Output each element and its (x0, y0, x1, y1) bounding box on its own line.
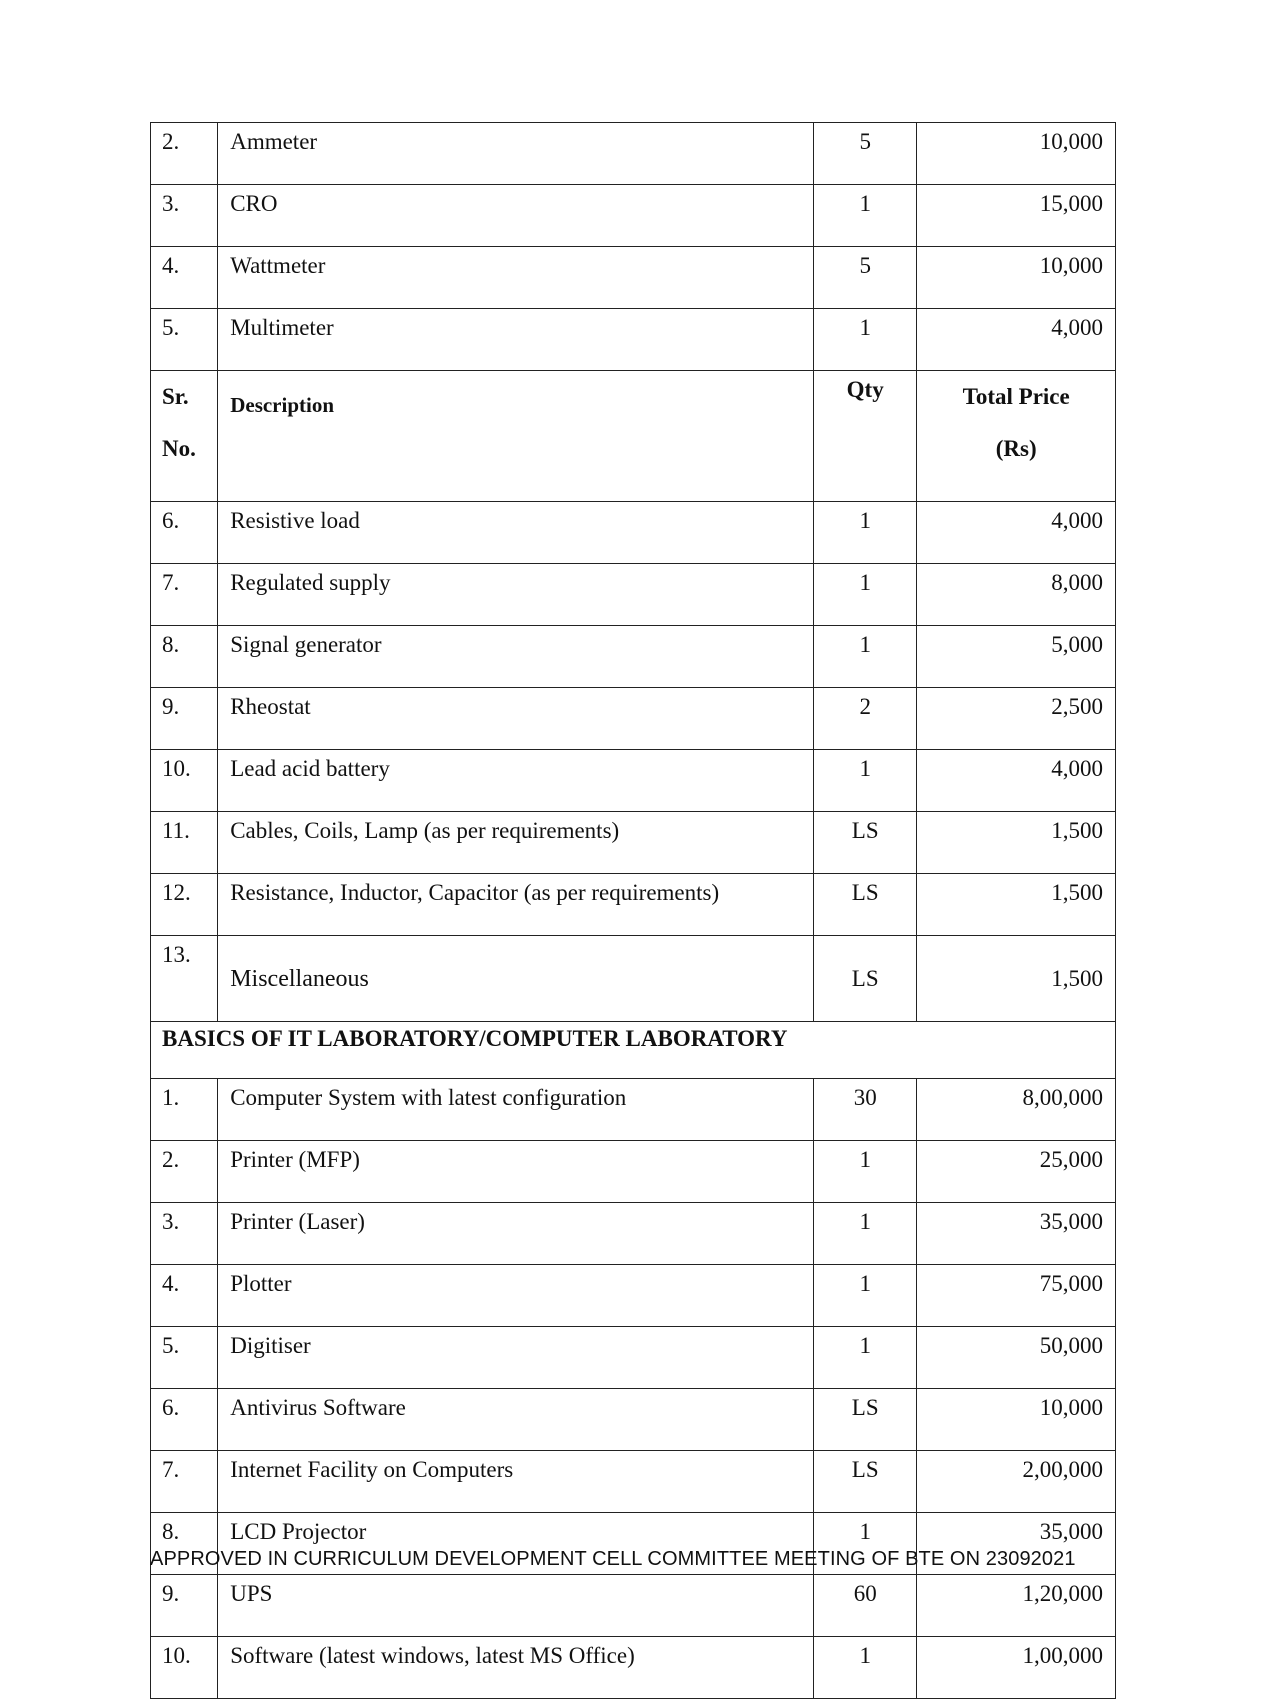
header-sr-line2: No. (162, 436, 196, 461)
row-sr: 3. (151, 1203, 218, 1265)
table-row (151, 502, 1116, 564)
row-price: 25,000 (917, 1141, 1116, 1203)
row-sr: 11. (151, 812, 218, 874)
row-qty: 5 (814, 123, 917, 185)
row-desc: Ammeter (218, 123, 814, 185)
table-row (151, 1327, 1116, 1389)
table-row (151, 247, 1116, 309)
row-price: 75,000 (917, 1265, 1116, 1327)
row-desc: UPS (218, 1575, 814, 1637)
row-sr: 7. (151, 1451, 218, 1513)
row-qty: 1 (814, 626, 917, 688)
row-desc: Computer System with latest configuration (218, 1079, 814, 1141)
row-qty: 1 (814, 1513, 917, 1575)
row-desc: Rheostat (218, 688, 814, 750)
row-sr: 10. (151, 1637, 218, 1699)
row-sr: 6. (151, 1389, 218, 1451)
row-desc: Multimeter (218, 309, 814, 371)
table-row (151, 688, 1116, 750)
table-row (151, 1575, 1116, 1637)
row-sr: 3. (151, 185, 218, 247)
row-price: 35,000 (917, 1203, 1116, 1265)
row-qty: 60 (814, 1575, 917, 1637)
row-qty: 5 (814, 247, 917, 309)
row-qty: LS (814, 936, 917, 1022)
row-desc: Cables, Coils, Lamp (as per requirements) (218, 812, 814, 874)
row-price: 4,000 (917, 502, 1116, 564)
row-price: 15,000 (917, 185, 1116, 247)
row-sr: 2. (151, 1141, 218, 1203)
table-row (151, 309, 1116, 371)
header-sr-line1: Sr. (162, 384, 189, 409)
row-sr: 8. (151, 1513, 218, 1575)
row-price: 1,500 (917, 874, 1116, 936)
row-sr: 8. (151, 626, 218, 688)
header-price-line1: Total Price (962, 384, 1070, 409)
row-sr: 5. (151, 1327, 218, 1389)
row-desc: Plotter (218, 1265, 814, 1327)
row-price: 8,000 (917, 564, 1116, 626)
section-title: BASICS OF IT LABORATORY/COMPUTER LABORATORY (151, 1022, 1116, 1079)
table-row (151, 1637, 1116, 1699)
row-desc: Wattmeter (218, 247, 814, 309)
row-sr: 5. (151, 309, 218, 371)
table-row-misc (151, 936, 1116, 1022)
row-price: 8,00,000 (917, 1079, 1116, 1141)
row-price: 4,000 (917, 309, 1116, 371)
row-price: 5,000 (917, 626, 1116, 688)
row-sr: 1. (151, 1079, 218, 1141)
table-row (151, 1451, 1116, 1513)
table-row (151, 185, 1116, 247)
row-price: 1,00,000 (917, 1637, 1116, 1699)
row-desc: CRO (218, 185, 814, 247)
table-row (151, 1389, 1116, 1451)
row-sr: 13. (151, 936, 218, 1022)
row-price: 50,000 (917, 1327, 1116, 1389)
table-row (151, 1265, 1116, 1327)
row-qty: 1 (814, 1265, 917, 1327)
header-row (151, 371, 1116, 502)
header-description: Description (218, 371, 814, 502)
table-row (151, 1203, 1116, 1265)
row-qty: 1 (814, 1327, 917, 1389)
table-row (151, 626, 1116, 688)
row-price: 4,000 (917, 750, 1116, 812)
row-desc: Internet Facility on Computers (218, 1451, 814, 1513)
equipment-rows-top (151, 123, 1116, 371)
row-qty: 1 (814, 1637, 917, 1699)
header-qty: Qty (814, 371, 917, 502)
row-qty: 30 (814, 1079, 917, 1141)
row-qty: LS (814, 874, 917, 936)
row-desc: Regulated supply (218, 564, 814, 626)
table-row (151, 564, 1116, 626)
table-row (151, 750, 1116, 812)
table-row (151, 1079, 1116, 1141)
table-row (151, 812, 1116, 874)
row-qty: 1 (814, 1141, 917, 1203)
row-price: 10,000 (917, 1389, 1116, 1451)
table-row (151, 1141, 1116, 1203)
row-sr: 9. (151, 688, 218, 750)
header-total-price (917, 371, 1116, 502)
table-row (151, 874, 1116, 936)
row-desc: Printer (MFP) (218, 1141, 814, 1203)
row-price: 2,500 (917, 688, 1116, 750)
row-desc: LCD Projector (218, 1513, 814, 1575)
row-qty: 1 (814, 502, 917, 564)
row-price: 10,000 (917, 247, 1116, 309)
row-sr: 4. (151, 247, 218, 309)
row-qty: LS (814, 1389, 917, 1451)
section-heading-row (151, 1022, 1116, 1079)
table-row (151, 123, 1116, 185)
row-qty: 1 (814, 750, 917, 812)
equipment-table (150, 122, 1116, 1699)
row-price: 1,500 (917, 936, 1116, 1022)
row-price: 2,00,000 (917, 1451, 1116, 1513)
row-desc: Antivirus Software (218, 1389, 814, 1451)
row-qty: 2 (814, 688, 917, 750)
header-sr-no (151, 371, 218, 502)
row-desc: Miscellaneous (218, 936, 814, 1022)
row-qty: 1 (814, 1203, 917, 1265)
row-desc: Software (latest windows, latest MS Office) (218, 1637, 814, 1699)
row-desc: Lead acid battery (218, 750, 814, 812)
row-qty: 1 (814, 309, 917, 371)
row-qty: LS (814, 812, 917, 874)
row-price: 10,000 (917, 123, 1116, 185)
header-price-line2: (Rs) (995, 436, 1037, 461)
row-qty: LS (814, 1451, 917, 1513)
equipment-rows-mid (151, 502, 1116, 936)
row-sr: 12. (151, 874, 218, 936)
it-lab-rows (151, 1079, 1116, 1699)
row-sr: 7. (151, 564, 218, 626)
row-sr: 2. (151, 123, 218, 185)
row-desc: Resistive load (218, 502, 814, 564)
row-sr: 10. (151, 750, 218, 812)
row-desc: Digitiser (218, 1327, 814, 1389)
row-qty: 1 (814, 564, 917, 626)
row-sr: 4. (151, 1265, 218, 1327)
row-price: 1,500 (917, 812, 1116, 874)
row-desc: Printer (Laser) (218, 1203, 814, 1265)
row-price: 35,000 (917, 1513, 1116, 1575)
row-sr: 6. (151, 502, 218, 564)
row-desc: Signal generator (218, 626, 814, 688)
row-price: 1,20,000 (917, 1575, 1116, 1637)
table-header (151, 371, 1116, 502)
row-qty: 1 (814, 185, 917, 247)
row-sr: 9. (151, 1575, 218, 1637)
approval-footer: APPROVED IN CURRICULUM DEVELOPMENT CELL COMMITTEE MEETING OF BTE ON 23092021 (150, 1548, 1076, 1570)
row-desc: Resistance, Inductor, Capacitor (as per requirements) (218, 874, 814, 936)
misc-section (151, 936, 1116, 1079)
